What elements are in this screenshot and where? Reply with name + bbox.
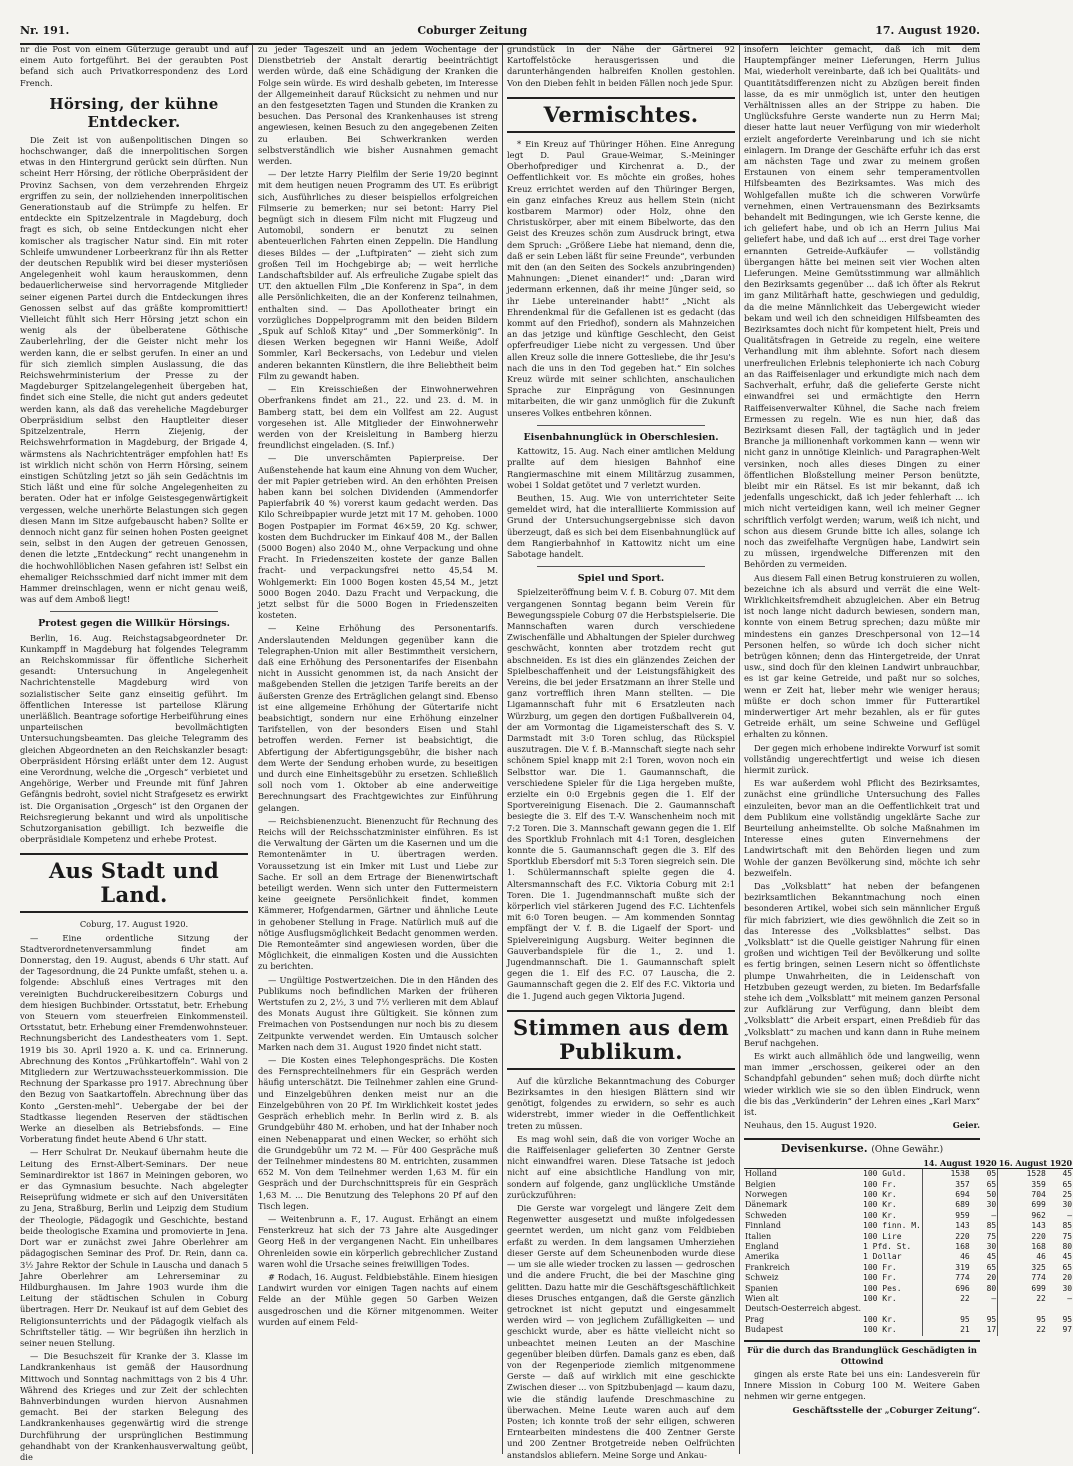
fx-rate-2-pf: 95 bbox=[1062, 1314, 1073, 1324]
fx-rate-2-pf: — bbox=[1067, 1293, 1073, 1303]
fx-rate-2: 962 bbox=[998, 1211, 1047, 1221]
column-rule bbox=[252, 44, 253, 1454]
fx-rate-1-pf: 50 bbox=[986, 1189, 997, 1199]
fx-rate-1-pf: 95 bbox=[986, 1314, 997, 1324]
article-text: — Die unverschämten Papierpreise. Der Außenstehende hat kaum eine Ahnung von dem Wucher, der mit Papier getrieben wird. An den erhöhten Preisen haben kann bei solchen Dividenden (Ammendorfer Papierfabrik 40 %) vorerst kaum gedacht werden. Das Kilo Schreibpapier wurde jetzt mit 17 M. gehoben. 1000 Bogen Postpapier im Format 46×59, 20 Kg. schwer, kosten dem Buchdrucker im Einkauf 408 M., der Ballen (5000 Bogen) also 2040 M., ohne Verpackung und ohne Fracht. In Friedenszeiten kostete der ganze Ballen fracht- und verpackungsfrei netto 45,54 M. Wohlgemerkt: Ein 1000 Bogen kosten 45,54 M., jetzt 5000 Bogen 2040. Dazu Fracht und Verpackung, die jetzt selbst für die 5000 Bogen in Friedenszeiten kosteten. bbox=[258, 453, 498, 621]
fx-rate-2-pf bbox=[1047, 1304, 1073, 1314]
fx-rate-1-pf: — bbox=[991, 1210, 997, 1220]
fx-header-unit bbox=[862, 1158, 922, 1169]
exchange-rate-row bbox=[744, 1252, 1073, 1262]
fx-rate-2-pf: 75 bbox=[1062, 1231, 1073, 1241]
fx-rate-1-pf: 65 bbox=[986, 1262, 997, 1272]
fx-rate-1: 143 bbox=[922, 1221, 970, 1231]
fx-currency: Budapest bbox=[745, 1325, 784, 1335]
exchange-rates-title bbox=[744, 1138, 980, 1156]
article-text: — Herr Schulrat Dr. Neukauf übernahm heute die Leitung des Ernst-Albert-Seminars. Der neue Seminardirektor ist 1867 in Meiningen geboren, wo er das Gymnasium besuchte. Nach abgelegter Reiseprüfung widmete er sich auf den Universitäten zu Jena, Straßburg, Berlin und Leipzig dem Studium der Theologie, Pädagogik und Geschichte, bestand beide theologische Examina und promovierte in Jena. Dort war er zunächst zwei Jahre Oberlehrer am pädagogischen Seminar des Prof. Dr. Rein, dann ca. 3½ Jahre Rektor der Schule in Lauscha und danach 5 Jahre Oberlehrer am Lehrerseminar zu Hildburghausen. Im Jahre 1903 wurde ihm die Leitung der städtischen Schulen in Coburg übertragen. Herr Dr. Neukauf ist auf dem Gebiet des Religionsunterrichts und der Pädagogik vielfach als Schriftsteller tätig. — Wir begrüßen ihn herzlich in seiner neuen Stellung. bbox=[20, 1147, 248, 1348]
exchange-rates-note: (Ohne Gewähr.) bbox=[871, 1144, 944, 1155]
fx-unit: 100 Kr. bbox=[863, 1189, 897, 1199]
fx-rate-1 bbox=[922, 1304, 970, 1314]
fx-unit: 100 finn. M. bbox=[863, 1221, 921, 1231]
article-text: — Weitenbrunn a. F., 17. August. Erhängt an einem Fensterkreuz hat sich der 73 Jahre alte Ausgedinger Georg Heß in der vergangenen Nacht. Ein unheilbares Ohrenleiden sowie ein körperlich gebrechlicher Zustand waren wohl die Ursache seines freiwilligen Todes. bbox=[258, 1213, 498, 1269]
fx-rate-1: 46 bbox=[922, 1252, 970, 1262]
fx-rate-2: 699 bbox=[998, 1200, 1047, 1210]
exchange-rate-row bbox=[744, 1315, 1073, 1325]
fx-rate-2: 46 bbox=[998, 1252, 1047, 1262]
fx-rate-2-pf: 20 bbox=[1062, 1273, 1073, 1283]
article-text: Die Zeit ist von außenpolitischen Dingen so hochschwanger, daß die innerpolitischen Sorgen etwas in den Hintergrund gerückt sein dürften. Nun scheint Herr Hörsing, der rötliche Oberpräsident der Provinz Sachsen, von dem verzehrenden Ehrgeiz ergriffen zu sein, der nollziehenden innerpolitischen Generationstaub auf die Strümpfe zu helfen. Er entdeckte ein Spitzelzentrale in Magdeburg, doch fragt es sich, ob seine Entdeckungen nicht eher komischer als tragischer Natur sind. Ein mit roter Schleife umwundener Lorbeerkranz für ihn als Retter der deutschen Republik wird bei dieser mysteriösen Angelegenheit wohl kaum herauskommen, denn bedauerlicherweise sind hervorragende Mitglieder seiner eigenen Partei durch die Entdeckungen ihres Genossen selbst auf das gräßte kompromittiert! Vielleicht fühlt sich Herr Hörsing jetzt schon ein wenig als der übelberatene Göthische Zauberlehrling, der die Geister nicht mehr los werden kann, die er selbst gerufen. In einer an und für sich ziemlich simplen Auslassung, die das Reichswehrministerium der Presse zu der Magdeburger Spitzelangelegenheit übergeben hat, findet sich eine Stelle, die nicht gut anders gedeutet werden kann, als daß das vereheliche Magdeburger Oberpräsidium selbst den Hauptleiter dieser Spitzelzentrale, Herrn Ziejenig, der Reichswehrformation in Magdeburg, der Brigade 4, wärmstens als Nachrichtenträger empfohlen hat! Es ist wirklich nicht schön von Herrn Hörsing, seinem einstigen Schützling jetzt so jäh sein Gedächtnis im Stich läßt und eine für solche Angelegenheiten zu beraten. Oder hat er infolge Geistesgegenwärtigkeit vergessen, welche unerhörte Belastungen sich gegen diesen Mann im Sitze aufgebauscht haben? Sollte er dennoch nicht ganz für seinen hohen Posten geeignet sein, selbst in den Augen der getreuen Genossen, denen die letzte „Entdeckung“ recht unangenehm in die hochwohllöblichen Nasen gefahren ist! Selbst ein ehemaliger Reichsschmied darf nicht immer mit dem Hammer dreinschlagen, wenn er nicht genau weiß, was auf dem Amboß liegt! bbox=[20, 134, 248, 605]
exchange-rate-row bbox=[744, 1232, 1073, 1242]
fx-rate-2-pf: 65 bbox=[1062, 1262, 1073, 1272]
fx-currency: Holland bbox=[745, 1169, 777, 1179]
article-text: Kattowitz, 15. Aug. Nach einer amtlichen Meldung prallte auf dem hiesigen Bahnhof eine Rangiermaschine mit einem Militärzug zusammen, wobei 1 Soldat getötet und 7 verletzt wurden. bbox=[507, 446, 735, 490]
column-2 bbox=[258, 44, 498, 1454]
separator bbox=[537, 566, 705, 567]
fx-currency: Schweiz bbox=[745, 1273, 779, 1283]
article-text: Die Gerste war vorgelegt und längere Zeit dem Regenwetter ausgesetzt und mußte infolgedessen geerntet werden, um nicht ganz vom Feldbieben erfaßt zu werden. In dem langsamen Umherziehen dieser Gerste auf dem Scheunenboden wurde diese — um sie alle wieder trocken zu lassen — gedroschen und die andere Frucht, die bei der Maschine ging gelitten. Dazu hatte mir die Geschäftsgeschäftlichkeit dieses Drusches entgangen, daß die Gerste gänzlich getrocknet ist nicht geputzt und eingesammelt werden wird — von jeglichem Zufälligkeiten — und geschickt wurde, aber es hätte vielleicht nicht so unbeachtet meinen Leuten an der Maschine gegenüber bleiben dürfen. Damals ganz es eben, daß von der Regenperiode ziemlich mitgenommene Gerste — daß auf wirklich mit eine geschickte Zwischen dieser ... von Spitzbubenjagd — kaum dazu, wie die ständig laufende Dreschmaschine zu überwachen. Meine Leute waren auch auf dem Posten; ich konnte troß der sehr eiligen, schweren Erntearbeiten mindestens die 400 Zentner Gerste und 200 Zentner Brotgetreide neben Oelfrüchten anstandslos abliefern. Meine Sorge und Ankau- bbox=[507, 1203, 735, 1460]
exchange-rates-heading: Devisenkurse. bbox=[780, 1141, 868, 1155]
article-text: insofern leichter gemacht, daß ich mit dem Hauptempfänger meiner Lieferungen, Herrn Julius Mai, wiederholt vereinbarte, daß ich bei Qualitäts- und Quantitätsdifferenzen nicht zu Abzügen bereit finden lasse, da es mir unmöglich ist, unter den heutigen Verhältnissen alles an der Strippe zu haben. Die Unglücksfuhre Gerste wanderte nun zu Herrn Mai; dieser hatte laut neuer Verfügung von mir wiederholt erzielt angeforderte Vereinbarung und ich sie nicht einlagern. Im Drange der Geschäfte erfuhr ich das erst am nächsten Tage und zwar zu meinem großen Erstaunen von einem sehr temperamentvollen Hilfsbeamten des Bezirksamtes. Was mich des Wohlgefallen mußte ich die schweren Vorwürfe vernehmen, einen Vertrauensmann des Bezirksamts behandelt mit Bedingungen, wie ich Gerste kenne, die ich geliefert habe, und ob ich an Herrn Julius Mai geliefert habe, und daß ich auf ... erst drei Tage vorher ernannten Getreide-Aufkäufer — vollständig übergangen hätte bei meinen seit vier Wochen alten Lieferungen. Meine Gemütsstimmung war allmählich den Bezirksamts gegenüber ... daß ich öfter als Rekrut im ganz Militärhaft hatte, geschwiegen und geduldig, da die meine Männlichkeit das Uebergewicht wieder bekam und weil ich den schneidigen Hilfsbeamten des Bezirksamtes doch nicht für kompetent hielt, Preis und Qualitätsfragen in Getreide zu regeln, eine weitere Verhandlung mit ihm ablehnte. Sofort nach diesem unerfreulichen Erlebnis telephonierte ich nach Coburg an das Raiffeisenlager und erkundigte mich nach dem Sachverhalt, erfuhr, daß die gelieferte Gerste nicht einwandfrei sei und ermächtigte den Herrn Raiffeisenverwalter Kühnel, die Sache nach freiem Ermessen zu regeln. Wie es nun hier, daß das Bezirksamt diesen Fall, der tagtäglich und in jeder Branche ja millionenhaft vorkommen kann — wenn wir nicht ganz in unnötige Kleinlich- und Paragraphen-Welt versinken, noch alles dieses Dingen zu einer öffentlichen Bloßstellung meiner Person benützte, bleibt mir ein Rätsel. Es ist mir bekannt, daß ich jedenfalls ungeschickt, daß ich jeder fehlerhaft ... ich mich nicht verteidigen kann, weil ich meiner Gegner schriftlich verfolgt werden; warum, weiß ich nicht, und schon aus diesem Grunde bitte ich alles, solange ich noch das zweifelhafte Vergnügen habe, Landwirt sein zu müssen, irgendwelche Differenzen mit den Behörden zu vermeiden. bbox=[744, 44, 980, 570]
column-4 bbox=[744, 44, 1073, 1454]
fx-rate-1-pf: 80 bbox=[986, 1283, 997, 1293]
fx-rate-2-pf: 85 bbox=[1062, 1221, 1073, 1231]
fx-rate-2: 774 bbox=[998, 1273, 1047, 1283]
fx-rate-2: 143 bbox=[998, 1221, 1047, 1231]
fx-rate-2: 22 bbox=[998, 1294, 1047, 1304]
separator bbox=[50, 611, 218, 612]
fx-rate-1: 21 bbox=[922, 1325, 970, 1335]
fx-unit bbox=[862, 1304, 922, 1314]
exchange-rate-row bbox=[744, 1169, 1073, 1180]
newspaper-title: Coburger Zeitung bbox=[417, 23, 528, 37]
article-text: Aus diesem Fall einen Betrug konstruieren zu wollen, bezeichne ich als absurd und verrät die eine Welt-Wirklichkeitsfremdheit abzugleichen. Aber ein Betrug ist noch lange nicht dadurch bewiesen, sondern man, konnte von einem Betrug sprechen; dazu müßte mir mindestens ein ganzes Dreschpersonal von 12—14 Personen helfen, so würde ich doch sicher nicht betrügen können; denn das Hintergetreide, der Unrat usw., sind doch für den kleinen Landwirt unbrauchbar, es ist gar keine Getreide, und paßt nur so solches, wenn er Zeit hat, lieber mehr wie weniger heraus; müßte er doch schon immer für Futterartikel minderwertiger Art mehr bezahlen, als er für gutes Getreide erhält, um seine Schweine und Geflügel erhalten zu können. bbox=[744, 572, 980, 740]
fx-rate-2-pf: 30 bbox=[1062, 1200, 1073, 1210]
fx-rate-2-pf: — bbox=[1067, 1210, 1073, 1220]
column-rule bbox=[739, 44, 740, 1454]
fx-rate-1: 95 bbox=[922, 1315, 970, 1325]
donation-notice bbox=[744, 1340, 980, 1416]
fx-currency: Spanien bbox=[745, 1283, 778, 1293]
article-text: Es war außerdem wohl Pflicht des Bezirksamtes, zunächst eine gründliche Untersuchung des Falles einzuleiten, bevor man an die Oeffentlichkeit trat und dem Publikum eine vollständig ungeklärte Sache zur Beurteilung anheimstellte. Ob solche Maßnahmen im Interesse eines guten Einvernehmens der Landwirtschaft mit den Behörden liegen und zum Wohle der ganzen Bevölkerung sind, möchte ich sehr bezweifeln. bbox=[744, 778, 980, 878]
fx-rate-1-pf: 05 bbox=[986, 1169, 997, 1179]
exchange-rate-row bbox=[744, 1200, 1073, 1210]
fx-rate-2: 95 bbox=[998, 1315, 1047, 1325]
fx-rate-1: 774 bbox=[922, 1273, 970, 1283]
fx-rate-1: 1538 bbox=[922, 1169, 970, 1180]
fx-currency: Norwegen bbox=[745, 1189, 788, 1199]
fx-currency: Schweden bbox=[745, 1210, 787, 1220]
section-title-vermischtes: Vermischtes. bbox=[507, 97, 735, 133]
issue-date: 17. August 1920. bbox=[875, 23, 980, 37]
exchange-rate-row bbox=[744, 1304, 1073, 1314]
fx-currency: Belgien bbox=[745, 1179, 776, 1189]
article-text: zu jeder Tageszeit und an jedem Wochentage der Dienstbetrieb der Anstalt derartig beeinträchtigt werden würde, daß eine Schädigung der Kranken die Folge sein würde. Es wird deshalb gebeten, im Interesse der Allgemeinheit darauf Rücksicht zu nehmen und nur an den festgesetzten Tagen und Stunden die Kranken zu besuchen. Das Personal des Krankenhauses ist streng angewiesen, keinen Besuch zu den angegebenen Zeiten zu erlauben. Bei Schwerkranken werden selbstverständlich wie bisher Ausnahmen gemacht werden. bbox=[258, 44, 498, 167]
fx-rate-1: 22 bbox=[922, 1294, 970, 1304]
exchange-rate-row bbox=[744, 1211, 1073, 1221]
article-text: Auf die kürzliche Bekanntmachung des Coburger Bezirksamtes in den hiesigen Blättern sind wir genötigt, folgendes zu erwidern, so sehr es auch widerstrebt, immer wieder in die Oeffentlichkeit treten zu müssen. bbox=[507, 1075, 735, 1131]
fx-rate-1: 220 bbox=[922, 1232, 970, 1242]
fx-rate-2: 1528 bbox=[998, 1169, 1047, 1180]
fx-rate-2-pf: 45 bbox=[1062, 1252, 1073, 1262]
fx-rate-2: 325 bbox=[998, 1263, 1047, 1273]
fx-unit: 1 Pfd. St. bbox=[863, 1241, 912, 1251]
fx-unit: 100 Kr. bbox=[863, 1325, 897, 1335]
fx-header-date-1: 14. August 1920 bbox=[923, 1157, 997, 1168]
fx-currency: Finnland bbox=[745, 1221, 782, 1231]
fx-rate-2-pf: 80 bbox=[1062, 1241, 1073, 1251]
article-text: — Die Kosten eines Telephongesprächs. Die Kosten des Fernsprechteilnehmers für ein Gespräch werden häufig unterschätzt. Die Teilnehmer zahlen eine Grund- und Einzelgebühren denken meist nur an die Einzelgebühren von 20 Pf. Im Wirklichkeit kostet jedes Gespräch erheblich mehr. In Berlin wird z. B. als Grundgebühr 480 M. erhoben, und hat der Inhaber noch einen Nebenapparat und einen Wecker, so erhöht sich die Grundgebühr um 72 M. — Für 400 Gespräche muß der Teilnehmer mindestens 80 M. entrichten, zusammen 652 M. Von dem Teilnehmer werden 1,63 M. für ein Gespräch und der Durchschnittspreis für ein Gespräch 1,63 M. ... Die Benutzung des Telephons 20 Pf auf den Tisch legen. bbox=[258, 1055, 498, 1211]
fx-rate-2-pf: 45 bbox=[1062, 1169, 1073, 1179]
fx-unit: 100 Fr. bbox=[863, 1179, 897, 1189]
notice-title: Für die durch das Brandunglück Geschädigten in Ottowind bbox=[747, 1344, 977, 1366]
article-text: Es wirkt auch allmählich öde und langweilig, wenn man immer „erschossen, geikerei oder an den Schandpfahl gebunden“ sehen muß; doch dürfte nicht wieder wirklich wie sie so den üblen Eindruck, wenn die bis das „Verkünderin“ der Lehren eines „Karl Marx“ ist. bbox=[744, 1051, 980, 1118]
fx-rate-1-pf: — bbox=[991, 1293, 997, 1303]
fx-rate-1-pf: 20 bbox=[986, 1273, 997, 1283]
fx-currency: Wien alt bbox=[745, 1293, 779, 1303]
article-text: Der gegen mich erhobene indirekte Vorwurf ist somit vollständig ungerechtfertigt und weise ich diesen hiermit zurück. bbox=[744, 742, 980, 775]
fx-currency: Deutsch-Oesterreich abgest. bbox=[745, 1304, 862, 1314]
fx-rate-2: 699 bbox=[998, 1284, 1047, 1294]
fx-header-date-2: 16. August 1920 bbox=[998, 1157, 1073, 1168]
article-text: — Eine ordentliche Sitzung der Stadtverordnetenversammlung findet am Donnerstag, den 19. August, abends 6 Uhr statt. Auf der Tagesordnung, die 24 Punkte umfaßt, stehen u. a. folgende: Abschluß eines Vertrages mit den vereinigten Buchdruckereibesitzern Coburgs und dem hiesigen Buchbinder. Ortsstatut, betr. Erhebung von Steuern vom steuerfreien Einkommensteil. Ortsstatut, betr. Erhebung einer Fremdenwohnsteuer. Rechnungsbericht des Landestheaters vom 1. Sept. 1919 bis 30. April 1920 a. K. und ca. Erinnerung. Abrechnung des Kontos „Frühkartoffeln“. Wahl von 2 Mitgliedern zur Wertzuwachssteuerkommission. Die Rechnung der Sparkasse pro 1917. Abrechnung über den Bezug von Saatkartoffeln. Abrechnung über das Konto „Gersten-mehl“. Uebergabe der bei der Stadtkasse liegenden Reserven der städtischen Werke an dieselben als Betriebsfonds. — Eine Vorberatung findet heute Abend 6 Uhr statt. bbox=[20, 932, 249, 1145]
fx-unit: 100 Kr. bbox=[863, 1200, 897, 1210]
signature-line bbox=[744, 1120, 980, 1131]
fx-currency: Frankreich bbox=[745, 1262, 790, 1272]
article-text: Berlin, 16. Aug. Reichstagsabgeordneter Dr. Kunkampff in Magdeburg hat folgendes Telegramm an Reichskommissar für öffentliche Sicherheit gesandt: Untersuchung in Angelegenheit Nachrichtenstelle Magdeburg wird von sozialistischer Seite ganz einseitig geführt. Im öffentlichen Interesse ist parteilose Klärung unerläßlich. Beantrage sofortige Herbeiführung eines unparteiischen bevollmächtigten Untersuchungsbeamten. Das gleiche Telegramm des gleichen Abgeordneten an den Reichskanzler besagt: Oberpräsident Hörsing erläßt unter dem 12. August eine Verordnung, welche die „Orgesch“ verbietet und Angehörige, Werber und Freunde mit fünf Jahren Gefängnis bedroht, soviel nicht Strafgesetz es erwirkt ist. Die Organisation „Orgesch“ ist den Organen der Reichsregierung bekannt und wird als unpolitische Schutzorganisation gebilligt. Ich bezweifle die oberpräsidiale Kompetenz und erhebe Protest. bbox=[20, 632, 248, 845]
fx-unit: 100 Fr. bbox=[863, 1262, 897, 1272]
fx-rate-1-pf bbox=[971, 1304, 998, 1314]
article-text: Es mag wohl sein, daß die von voriger Woche an die Raiffeisenlager gelieferten 30 Zentner Gerste nicht einwandfrei waren. Diese Tatsache ist jedoch nicht auf eine absichtliche Handlung von mir, sondern auf folgende, ganz unglückliche Umstände zurückzuführen: bbox=[507, 1133, 735, 1200]
exchange-rate-row bbox=[744, 1242, 1073, 1252]
exchange-rates-table bbox=[744, 1158, 1073, 1336]
fx-rate-2: 168 bbox=[998, 1242, 1047, 1252]
fx-rate-1-pf: 75 bbox=[986, 1231, 997, 1241]
fx-rate-1-pf: 30 bbox=[986, 1200, 997, 1210]
article-text: — Der letzte Harry Pielfilm der Serie 19/20 beginnt mit dem heutigen neuen Programm des UT. Es erübrigt sich, Ausführliches zu dieser beispiellos erfolgreichen Filmserie zu bemerken; nur sei betont: Harry Piel begnügt sich in diesem Film nicht mit Flugzeug und Automobil, sondern er benutzt zu seinen abenteuerlichen Fahrten einen Zeppelin. Die Handlung dieses Bildes — der „Luftpiraten“ — zieht sich zum großen Teil im Hochgebirge ab; — weit herrliche Landschaftsbilder auf. Als erfreuliche Zugabe spielt das UT. den aktuellen Film „Die Konferenz in Spa“, in dem alle Persönlichkeiten, die an der Konferenz teilnahmen, enthalten sind. — Das Apollotheater bringt ein vorzügliches Doppelprogramm mit den beiden Bildern „Spuk auf Schloß Kitay“ und „Der Sommerkönig“. In diesen Werken begegnen wir Hanni Weiße, Adolf Sommler, Karl Beckersachs, von Ledebur und vielen anderen bekannten Künstlern, die ihre Beliebtheit beim Film zu gewandt haben. bbox=[258, 169, 498, 381]
fx-unit: 100 Lire bbox=[863, 1231, 902, 1241]
fx-rate-2-pf: 65 bbox=[1062, 1179, 1073, 1189]
article-text: # Rodach, 16. August. Feldbiebstähle. Einem hiesigen Landwirt wurden vor einigen Tagen nachts auf einem Felde an der Mühle gegen 50 Garben Weizen ausgedroschen und die Körner mitgenommen. Weiter wurden auf einem Feld- bbox=[258, 1271, 498, 1327]
fx-currency: Amerika bbox=[745, 1252, 780, 1262]
notice-text: gingen als erste Rate bei uns ein: Landesverein für Innere Mission in Coburg 100 M. Weitere Gaben nehmen wir gerne entgegen. bbox=[744, 1369, 980, 1402]
fx-rate-1: 694 bbox=[922, 1190, 970, 1200]
fx-header-currency bbox=[744, 1158, 862, 1169]
fx-rate-1: 319 bbox=[922, 1263, 970, 1273]
article-text: grundstück in der Nähe der Gärtnerei 92 Kartoffelstöcke herausgerissen und die darunterhängenden halbreifen Knollen gestohlen. Von den Dieben fehlt in beiden Fällen noch jede Spur. bbox=[507, 44, 735, 88]
exchange-rate-row bbox=[744, 1284, 1073, 1294]
fx-rate-1: 357 bbox=[922, 1180, 970, 1190]
article-text: — Keine Erhöhung des Personentarifs. Anderslautenden Meldungen gegenüber kann die Telegraphen-Union mit aller Bestimmtheit versichern, daß eine Erhöhung des Personentarifes der Eisenbahn nicht in Aussicht genommen ist, da nach Ansicht der maßgebenden Stellen die jetzigen Tarife bereits an der äußersten Grenze des Erträglichen gelangt sind. Ebenso ist eine allgemeine Erhöhung der Gütertarife nicht beabsichtigt, sondern nur eine Erhöhung einzelner Tarifstellen, von der besonders Eisen und Stahl betroffen werden. Ferner ist beabsichtigt, die Abfertigung der Abfertigungsgebühr, die bisher nach dem Werte der Sendung erhoben wurde, zu beseitigen und durch eine Einheitsgebühr zu ersetzen. Schließlich soll noch vom 1. Oktober ab eine anderweitige Berechnungsart des Frachtgewichtes zur Einführung gelangen. bbox=[258, 623, 498, 813]
section-title-stadt-land: Aus Stadt und Land. bbox=[20, 853, 248, 913]
fx-unit: 100 Kr. bbox=[863, 1293, 897, 1303]
fx-rate-1: 696 bbox=[922, 1284, 970, 1294]
fx-currency: England bbox=[745, 1241, 779, 1251]
fx-unit: 100 Pes. bbox=[863, 1283, 902, 1293]
fx-rate-2: 220 bbox=[998, 1232, 1047, 1242]
fx-rate-1-pf: 45 bbox=[986, 1252, 997, 1262]
fx-currency: Dänemark bbox=[745, 1200, 788, 1210]
fx-unit: 100 Guld. bbox=[863, 1169, 907, 1179]
column-1 bbox=[20, 44, 249, 1462]
fx-currency: Prag bbox=[745, 1314, 765, 1324]
exchange-rate-row bbox=[744, 1325, 1073, 1335]
signature-date: Neuhaus, den 15. August 1920. bbox=[744, 1120, 877, 1131]
exchange-rate-row bbox=[744, 1263, 1073, 1273]
article-text: Spielzeiteröffnung beim V. f. B. Coburg 07. Mit dem vergangenen Sonntag begann beim Verein für Bewegungsspiele Coburg 07 die Herbstspielserie. Die Mannschaften waren durch verschiedene Zwischenfälle und Abhaltungen der Spieler durchweg geschwächt, konnten aber trotzdem recht gut abschneiden. Es ist dies ein glänzendes Zeichen der Spielbeschaffenheit und der Leistungsfähigkeit des Vereins, die bei jeder Ersatzmann an ihrer Stelle und ganz vortrefflich ihren Mann stellten. — Die Ligamannschaft fuhr mit 6 Ersatzleuten nach Würzburg, um gegen den dortigen Fußballverein 04, der am Vormontag die Ligameisterschaft des S. V. Darmstadt mit 3:0 Toren schlug, das Rückspiel auszutragen. Die V. f. B.-Mannschaft siegte nach sehr schönem Spiel knapp mit 2:1 Toren, wovon noch ein Selbsttor war. Die 1. Gaumannschaft, die verschiedene Spieler für die Liga hergeben mußte, erzielte ein 0:0 Ergebnis gegen die 1. Elf der Sportvereinigung Eisenach. Die 2. Gaumannschaft besiegte die 3. Elf des T.-V. Wanschenheim noch mit 7:2 Toren. Die 3. Mannschaft gewann gegen die 1. Elf des Sportklub Frohnlach mit 4:1 Toren, desgleichen konnte die 5. Gaumannschaft gegen die 3. Elf des Sportklub Ebersdorf mit 5:3 Toren siegreich sein. Die 1. Schülermannschaft spielte gegen die 4. Altersmannschaft des F.C. Viktoria Coburg mit 2:1 Toren. Die 1. Jugendmannschaft mußte sich der körperlich viel stärkeren Jugend des F.C. Lichtenfels mit 6:0 Toren beugen. — Am kommenden Sonntag empfängt der V. f. B. die Ligaelf der Sport- und Spielvereinigung Augsburg. Weiter beginnen die Gauverbandspiele für die 1., 2. und 1. Jugendmannschaft. Die 1. Gaumannschaft spielt gegen die 1. Elf des F.C. 07 Lauscha, die 2. Gaumannschaft gegen die 2. Elf des F.C. Viktoria und die 1. Jugend auch gegen Viktoria Jugend. bbox=[507, 587, 735, 1001]
fx-unit: 1 Dollar bbox=[863, 1252, 902, 1262]
fx-rate-1: 168 bbox=[922, 1242, 970, 1252]
section-title-sport: Spiel und Sport. bbox=[577, 573, 665, 585]
dateline: Coburg, 17. August 1920. bbox=[79, 919, 189, 930]
headline-hoersing: Hörsing, der kühne Entdecker. bbox=[49, 94, 219, 131]
fx-unit: 100 Kr. bbox=[863, 1314, 897, 1324]
masthead bbox=[20, 20, 980, 45]
exchange-rate-row bbox=[744, 1190, 1073, 1200]
exchange-rate-row bbox=[744, 1221, 1073, 1231]
article-text: — Reichsbienenzucht. Bienenzucht für Rechnung des Reichs will der Reichsschatzminister einführen. Es ist die Verwaltung der Gärten um die Kasernen und um die Remontenämter in U. übertragen werden. Voraussetzung ist ein Imker mit Lust und Liebe zur Sache. Er soll an dem Ertrage der Bienenwirtschaft beteiligt werden. Wenn sich unter den Futtermeistern keine geeignete Persönlichkeit findet, kommen Kämmerer, Hofgendarmen, Gärtner und ähnliche Leute in gehobener Stellung in Frage. Natürlich muß auf die nötige Ausflugsmöglichkeit Bedacht genommen werden. Die Remonteämter sind angewiesen worden, über die Möglichkeit, die einmaligen Kosten und die Aussichten zu berichten. bbox=[258, 815, 498, 972]
article-text: — Ungültige Postwertzeichen. Die in den Händen des Publikums noch befindlichen Marken der früheren Wertstufen zu 2, 2½, 3 und 7½ verlieren mit dem Ablauf des Monats August ihre Gültigkeit. Sie können zum Freimachen von Postsendungen nur noch bis zu diesem Zeitpunkte verwendet werden. Ein Umtausch solcher Marken nach dem 31. August 1920 findet nicht statt. bbox=[258, 974, 498, 1052]
fx-rate-2-pf: 97 bbox=[1062, 1325, 1073, 1335]
fx-rate-1: 959 bbox=[922, 1211, 970, 1221]
column-rule bbox=[502, 44, 503, 1454]
exchange-rate-row bbox=[744, 1273, 1073, 1283]
fx-unit: 100 Kr. bbox=[863, 1210, 897, 1220]
column-3 bbox=[507, 44, 735, 1460]
fx-rate-2: 704 bbox=[998, 1190, 1047, 1200]
exchange-rate-row bbox=[744, 1294, 1073, 1304]
fx-currency: Italien bbox=[745, 1231, 772, 1241]
notice-signature: Geschäftsstelle der „Coburger Zeitung“. bbox=[792, 1404, 980, 1415]
fx-rate-1-pf: 17 bbox=[986, 1325, 997, 1335]
article-text: — Ein Kreisschießen der Einwohnerwehren Oberfrankens findet am 21., 22. und 23. d. M. in Bamberg statt, bei dem ein Vollfest am 22. August vorgesehen ist. Alle Mitglieder der Einwohnerwehr werden von der Kreisleitung in Bamberg hierzu freundlichst eingeladen. (S. Inf.) bbox=[258, 384, 498, 451]
article-text: * Ein Kreuz auf Thüringer Höhen. Eine Anregung legt D. Paul Graue-Weimar, S.-Meininger Oberhofprediger und Kirchenrat a. D., der Oeffentlichkeit vor. Es möchte ein großes, hohes Kreuz errichtet werden auf den Thüringer Bergen, ein ganz einfaches Kreuz aus hellem Stein (nicht kostbarem Marmor) oder Holz, ohne den Christuskörper, aber mit einem Bibelworte, das den Geist des Kreuzes schön zum Ausdruck bringt, etwa dem Spruch: „Größere Liebe hat niemand, denn die, daß er sein Leben läßt für seine Freunde“, verbunden mit den (an den Seiten des Sockels anzubringenden) Mahnungen: „Dienet einander!“ und: „Daran wird jedermann erkennen, daß ihr meine Jünger seid, so ihr Liebe untereinander habt!“ „Nicht als Ehrendenkmal für die Gefallenen ist es gedacht (das kommt auf den Friedhof), sondern als Mahnzeichen an das jetzige und künftige Geschlecht, den Geist opferfreudiger Liebe nicht zu vergessen. Und über allen Kreuz solle die innere Gottesliebe, die ihr Jesu's nach die uns in den Tod gegeben hat.“ Ein solches Kreuz würde mit seiner schlichten, anschaulichen Sprache zur Einprägung von Gesinnungen mitarbeiten, die wir ganz unmöglich für die Zukunft unseres Volkes entbehren können. bbox=[507, 138, 735, 418]
headline-eisenbahnunglueck: Eisenbahnunglück in Oberschlesien. bbox=[523, 431, 719, 443]
separator bbox=[537, 425, 705, 426]
signature-name: Geier. bbox=[952, 1120, 980, 1131]
fx-rate-1-pf: 85 bbox=[986, 1221, 997, 1231]
fx-rate-2 bbox=[998, 1304, 1047, 1314]
article-text: Das „Volksblatt“ hat neben der befangenen bezirksamtlichen Bekanntmachung noch einen besonderen Artikel, wobei sich sein männlicher Erguß für mich fabriziert, wie dies gewöhnlich die Zeit so in das Interesse des „Volksblattes“ selbst. Das „Volksblatt“ ist die Quelle geistiger Nahrung für einen großen und wichtigen Teil der Bevölkerung und sollte es fertig bringen, seinen Lesern nicht so öffentlichste plumpe Unwahrheiten, die in Leidenschaft von Hetzbuben gezeugt werden, zu bieten. Im Bedarfsfalle stehe ich dem „Volksblatt“ mit meinem ganzen Personal zur Aufklärung zur Verfügung, dann bleibt dem „Volksblatt“ die Arbeit erspart, einen Preßdieb für das „Volksblatt“ zu machen und kann dann in Ruhe meinem Beruf nachgehen. bbox=[744, 881, 980, 1048]
fx-rate-2-pf: 25 bbox=[1062, 1189, 1073, 1199]
fx-rate-2-pf: 30 bbox=[1062, 1283, 1073, 1293]
fx-rate-1: 689 bbox=[922, 1200, 970, 1210]
fx-rate-1-pf: 65 bbox=[986, 1179, 997, 1189]
fx-rate-1-pf: 30 bbox=[986, 1241, 997, 1251]
issue-number: Nr. 191. bbox=[20, 23, 70, 37]
fx-rate-2: 359 bbox=[998, 1180, 1047, 1190]
article-text: Beuthen, 15. Aug. Wie von unterrichteter Seite gemeldet wird, hat die interalliierte Kommission auf Grund der Untersuchungsergebnisse sich davon überzeugt, daß es sich bei dem Eisenbahnunglück auf dem Rangierbahnhof in Kattowitz nicht um eine Sabotage handelt. bbox=[507, 492, 735, 559]
article-text: — Die Besuchszeit für Kranke der 3. Klasse im Landkrankenhaus ist gemäß der Hausordnung Mittwoch und Sonntag nachmittags von 2 bis 4 Uhr. Während des Krieges und zur Zeit der schlechten Bahnverbindungen wurden hiervon Ausnahmen gemacht. Bei der starken Belegung des Landkrankenhauses gegenwärtig wird die strenge Durchführung der ursprünglichen Bestimmung gehandhabt von der Krankenhausverwaltung geübt, die bbox=[20, 1351, 248, 1462]
article-text: nr die Post von einem Güterzuge geraubt und auf einem Auto fortgeführt. Bei der geraubten Post befand sich auch Privatkorrespondenz des Lord French. bbox=[20, 44, 248, 88]
section-title-stimmen: Stimmen aus dem Publikum. bbox=[507, 1010, 735, 1070]
exchange-rate-row bbox=[744, 1180, 1073, 1190]
fx-unit: 100 Fr. bbox=[863, 1273, 897, 1283]
fx-rate-2: 22 bbox=[998, 1325, 1047, 1335]
headline-protest: Protest gegen die Willkür Hörsings. bbox=[38, 618, 230, 630]
